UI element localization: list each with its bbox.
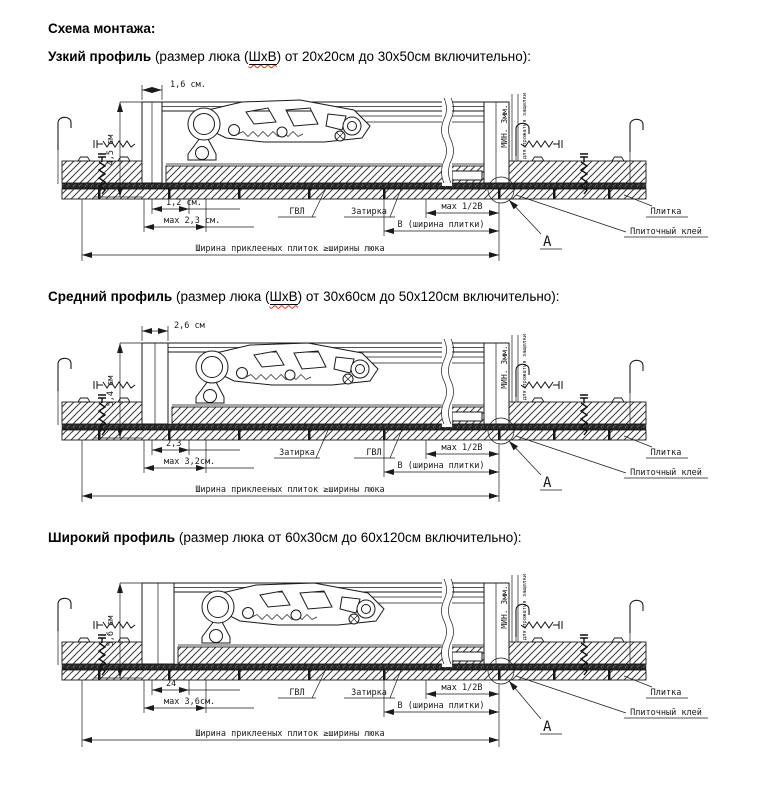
shxv-underlined: ШхВ: [269, 289, 298, 305]
wall-hook-icon: [58, 118, 71, 151]
wall-hook-icon: [58, 358, 71, 391]
diagram-medium-profile: [54, 317, 749, 513]
tile-glue-label: Плиточный клей: [630, 467, 702, 478]
hinge-mechanism: [188, 100, 370, 160]
material-label-a: ГВЛ: [289, 687, 305, 698]
diagram-wide-profile: [54, 557, 749, 757]
top-dim-label: 2,6 см: [174, 320, 205, 331]
hinge-mechanism: [202, 583, 384, 643]
min-gap-label: МИН. 3мм.: [500, 585, 509, 629]
material-label-b: Затирка: [351, 207, 387, 218]
shxv-underlined: ШхВ: [248, 49, 277, 65]
small-dim-label: 24: [166, 678, 177, 689]
wall-hook-icon: [58, 598, 71, 631]
detail-a-label: А: [543, 474, 552, 491]
top-dimension: [142, 321, 205, 341]
detail-a-label: А: [543, 718, 552, 735]
page-title-text: Схема монтажа:: [48, 21, 156, 36]
max-dim-label: мах 2,3 см.: [164, 216, 221, 227]
total-width-label: Ширина приклееных плиток ≥ширины люка: [195, 244, 385, 255]
top-dimension: [142, 80, 206, 100]
tile-width-label: В (ширина плитки): [397, 220, 485, 231]
min-gap-note: для прожатия защелки: [522, 93, 528, 160]
wall-hook-icon: [630, 120, 643, 153]
min-gap-label: МИН. 3мм.: [500, 344, 509, 389]
section-heading-wide: Широкий профиль (размер люка от 60х30см до 60х120см включительно):: [48, 529, 522, 545]
max-dim-label: мах 3,2см.: [164, 456, 216, 467]
min-gap-note: для прожатия защелки: [522, 333, 528, 400]
height-dim-label: 4,5 см: [106, 135, 116, 166]
material-label-a: Затирка: [279, 447, 315, 458]
min-gap-label: МИН. 3мм.: [500, 104, 509, 149]
material-label-a: ГВЛ: [289, 207, 305, 218]
page-title: [48, 20, 760, 38]
tile-label: Плитка: [650, 207, 682, 218]
material-label-b: Затирка: [351, 687, 387, 698]
height-dim-label: 5,4 см: [106, 375, 116, 407]
tile-label: Плитка: [650, 687, 682, 698]
height-dim-label: 5,6 см: [106, 615, 116, 647]
diagram-narrow-profile: [54, 76, 749, 272]
wall-hook-icon: [630, 360, 643, 393]
max-half-b-label: мах 1/2В: [441, 682, 483, 693]
tile-label: Плитка: [650, 447, 682, 458]
small-dim-label: 1,2 см.: [166, 198, 202, 209]
max-half-b-label: мах 1/2В: [441, 442, 483, 453]
hinge-mechanism: [196, 343, 378, 403]
max-half-b-label: мах 1/2В: [441, 202, 483, 213]
tile-glue-label: Плиточный клей: [630, 707, 702, 718]
section-heading-medium: Средний профиль (размер люка (ШхВ) от 30х60см до 50х120см включительно):: [48, 289, 560, 305]
small-dim-label: 2,3: [166, 438, 182, 449]
tile-width-label: В (ширина плитки): [397, 460, 485, 471]
tile-width-label: В (ширина плитки): [397, 700, 485, 711]
min-gap-note: для прожатия защелки: [522, 573, 528, 640]
detail-a-label: А: [543, 234, 552, 251]
section-heading-narrow: Узкий профиль (размер люка (ШхВ) от 20х20см до 30х50см включительно):: [48, 49, 532, 65]
total-width-label: Ширина приклееных плиток ≥ширины люка: [195, 484, 385, 495]
material-label-b: ГВЛ: [366, 447, 382, 458]
top-dim-label: 1,6 см.: [170, 80, 206, 91]
wall-hook-icon: [630, 600, 643, 633]
total-width-label: Ширина приклееных плиток ≥ширины люка: [195, 728, 385, 739]
max-dim-label: мах 3,6см.: [164, 696, 216, 707]
tile-glue-label: Плиточный клей: [630, 227, 702, 238]
